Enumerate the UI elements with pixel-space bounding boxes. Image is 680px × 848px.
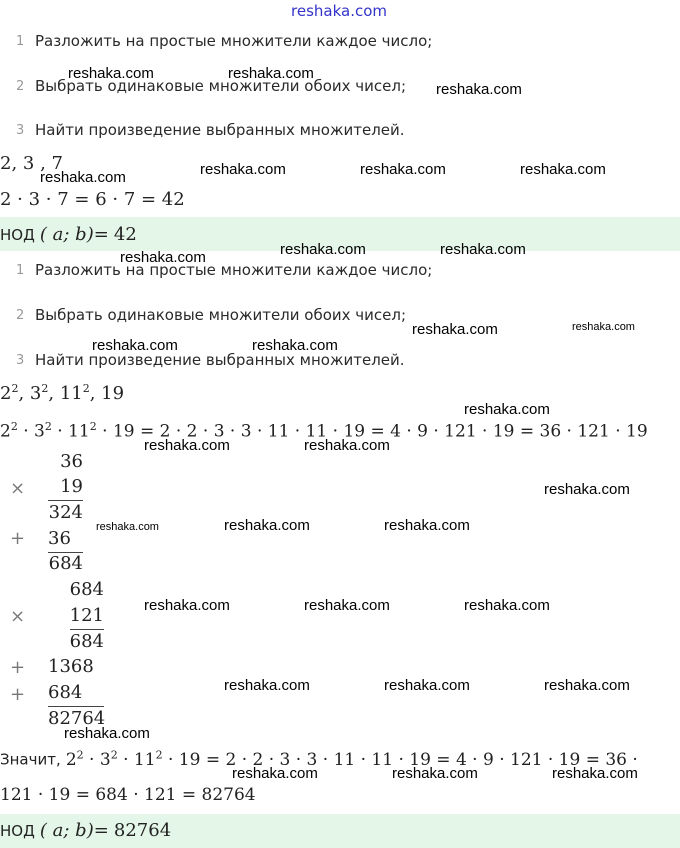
watermark: reshaka.com xyxy=(232,765,318,782)
watermark: reshaka.com xyxy=(440,241,526,258)
watermark: reshaka.com xyxy=(64,725,150,742)
plus-sign: + xyxy=(10,684,26,705)
watermark: reshaka.com xyxy=(144,437,230,454)
step-text: Найти произведение выбранных множителей. xyxy=(35,121,405,139)
gcd-label: НОД xyxy=(0,226,35,244)
watermark: reshaka.com xyxy=(384,517,470,534)
step-number: 3 xyxy=(16,353,25,368)
watermark: reshaka.com xyxy=(552,765,638,782)
watermark: reshaka.com xyxy=(544,677,630,694)
watermark: reshaka.com xyxy=(572,321,635,333)
watermark: reshaka.com xyxy=(304,597,390,614)
step-number: 2 xyxy=(16,79,25,94)
step-number: 2 xyxy=(16,308,25,323)
watermark: reshaka.com xyxy=(520,161,606,178)
gcd-value: 42 xyxy=(113,224,137,245)
gcd-result xyxy=(0,224,137,245)
watermark: reshaka.com xyxy=(464,597,550,614)
step-text: Разложить на простые множители каждое число; xyxy=(35,32,433,50)
step-number: 1 xyxy=(16,34,25,49)
gcd-args: ( a; b)= xyxy=(39,820,109,841)
gcd-value: 82764 xyxy=(113,820,172,841)
watermark: reshaka.com xyxy=(92,337,178,354)
power-equation: $2^2 \cdot 3^2 \cdot 11^2 \cdot 19 = 2 \cdot 2 \cdot 3 \cdot 3 \cdot 11 \cdot 11 \cdot 19 = 4 \cdot 9 \cdot 121 \cdot 19 = 36 \cdot 121 \cdot 19$ xyxy=(0,420,648,442)
watermark: reshaka.com xyxy=(200,161,286,178)
watermark: reshaka.com xyxy=(40,169,126,186)
watermark: reshaka.com xyxy=(384,677,470,694)
watermark: reshaka.com xyxy=(360,161,446,178)
divider-line xyxy=(48,706,104,707)
watermark: reshaka.com xyxy=(544,481,630,498)
watermark: reshaka.com xyxy=(280,241,366,258)
watermark: reshaka.com xyxy=(224,517,310,534)
factor-list: 2, 3 , 7 xyxy=(0,153,63,174)
watermark: reshaka.com xyxy=(224,677,310,694)
gcd-final-result xyxy=(0,820,171,841)
divider-line xyxy=(70,629,104,630)
mult1-multiplicand: 36 xyxy=(60,451,83,472)
step-text: Выбрать одинаковые множители обоих чисел; xyxy=(35,77,407,95)
mult2-multiplicand: 684 xyxy=(69,579,104,600)
multiply-sign: × xyxy=(10,606,26,627)
watermark: reshaka.com xyxy=(228,65,314,82)
mult2-multiplier: 121 xyxy=(69,605,104,626)
conclusion-line-2: 121 · 19 = 684 · 121 = 82764 xyxy=(0,785,256,805)
mult2-partial: 684 xyxy=(69,631,104,652)
divider-line xyxy=(48,500,83,501)
conclusion-line: Значит, $2^2 \cdot 3^2 \cdot 11^2 \cdot 19 = 2 \cdot 2 \cdot 3 \cdot 3 \cdot 11 \cdot 11 \cdot 19 = 4 \cdot 9 \cdot 121 \cdot 19 = 36$ · xyxy=(0,748,638,770)
mult1-partial: 36 xyxy=(48,528,71,549)
mult2-partial: 684 xyxy=(48,682,83,703)
watermark: reshaka.com xyxy=(304,437,390,454)
step-number: 3 xyxy=(16,123,25,138)
conclusion-prefix: Значит, xyxy=(0,750,61,769)
watermark: reshaka.com xyxy=(252,337,338,354)
multiply-sign: × xyxy=(10,478,26,499)
gcd-label: НОД xyxy=(0,822,35,840)
step-text: Найти произведение выбранных множителей. xyxy=(35,351,405,369)
step-text: Разложить на простые множители каждое число; xyxy=(35,261,433,279)
watermark: reshaka.com xyxy=(464,401,550,418)
factor-list-powers: $2^2$, $3^2$, $11^2$, 19 xyxy=(0,382,125,404)
step-text: Выбрать одинаковые множители обоих чисел; xyxy=(35,306,407,324)
site-header-link[interactable]: reshaka.com xyxy=(291,2,387,20)
watermark: reshaka.com xyxy=(436,81,522,98)
plus-sign: + xyxy=(10,657,26,678)
mult2-partial: 1368 xyxy=(48,656,94,677)
gcd-args: ( a; b)= xyxy=(39,224,109,245)
plus-sign: + xyxy=(10,528,26,549)
watermark: reshaka.com xyxy=(120,249,206,266)
mult1-partial: 324 xyxy=(48,502,83,523)
mult1-result: 684 xyxy=(48,553,83,574)
watermark: reshaka.com xyxy=(68,65,154,82)
step-number: 1 xyxy=(16,263,25,278)
product-equation: 2 · 3 · 7 = 6 · 7 = 42 xyxy=(0,189,185,210)
mult1-multiplier: 19 xyxy=(60,476,83,497)
watermark: reshaka.com xyxy=(96,521,159,533)
mult2-result: 82764 xyxy=(48,708,106,729)
watermark: reshaka.com xyxy=(144,597,230,614)
watermark: reshaka.com xyxy=(412,321,498,338)
watermark: reshaka.com xyxy=(392,765,478,782)
